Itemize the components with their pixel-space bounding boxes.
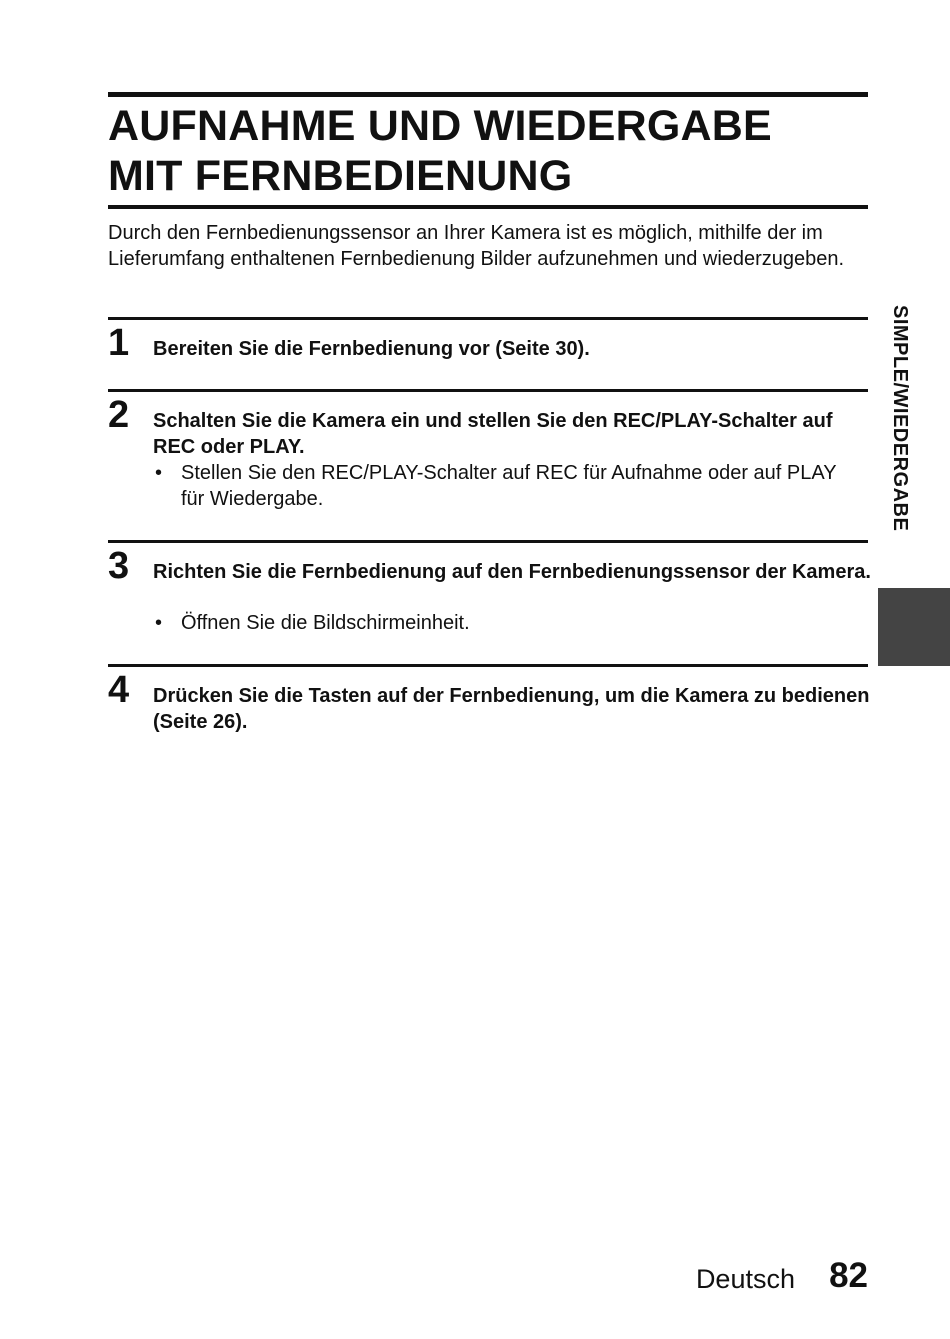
step-divider [108, 389, 868, 392]
step-divider [108, 540, 868, 543]
step-number: 1 [108, 322, 130, 364]
step-heading: Schalten Sie die Kamera ein und stellen Sie den REC/PLAY-Schalter auf REC oder PLAY. [153, 410, 833, 458]
section-side-tab-label: SIMPLE/WIEDERGABE [889, 305, 911, 532]
step-number: 3 [108, 545, 130, 587]
bullet-text: Öffnen Sie die Bildschirmeinheit. [181, 612, 470, 634]
page-title-line-2: MIT FERNBEDIENUNG [108, 152, 573, 200]
step-number: 2 [108, 394, 130, 436]
title-top-rule [108, 92, 868, 97]
step-number: 4 [108, 669, 130, 711]
section-side-tab-marker [878, 588, 950, 666]
footer-language: Deutsch [695, 1264, 795, 1294]
intro-paragraph: Durch den Fernbedienungssensor an Ihrer Kamera ist es möglich, mithilfe der im Lieferumfang enthaltenen Fernbedienung Bilder aufzunehmen und wiederzugeben. [108, 222, 845, 270]
title-bottom-rule [108, 205, 868, 209]
step-divider [108, 317, 868, 320]
bullet-text: Stellen Sie den REC/PLAY-Schalter auf REC für Aufnahme oder auf PLAY für Wiedergabe. [181, 462, 837, 510]
page-number: 82 [829, 1256, 868, 1295]
step-divider [108, 664, 868, 667]
bullet-marker: • [155, 612, 163, 634]
bullet-marker: • [155, 462, 163, 484]
page-title-line-1: AUFNAHME UND WIEDERGABE [108, 102, 772, 150]
step-heading: Richten Sie die Fernbedienung auf den Fernbedienungssensor der Kamera. [153, 561, 871, 583]
page-title [108, 101, 868, 201]
step-bullet [155, 610, 865, 636]
step-heading: Drücken Sie die Tasten auf der Fernbedienung, um die Kamera zu bedienen (Seite 26). [153, 685, 870, 733]
step-bullet [155, 460, 865, 512]
step-heading: Bereiten Sie die Fernbedienung vor (Seite 30). [153, 338, 590, 360]
